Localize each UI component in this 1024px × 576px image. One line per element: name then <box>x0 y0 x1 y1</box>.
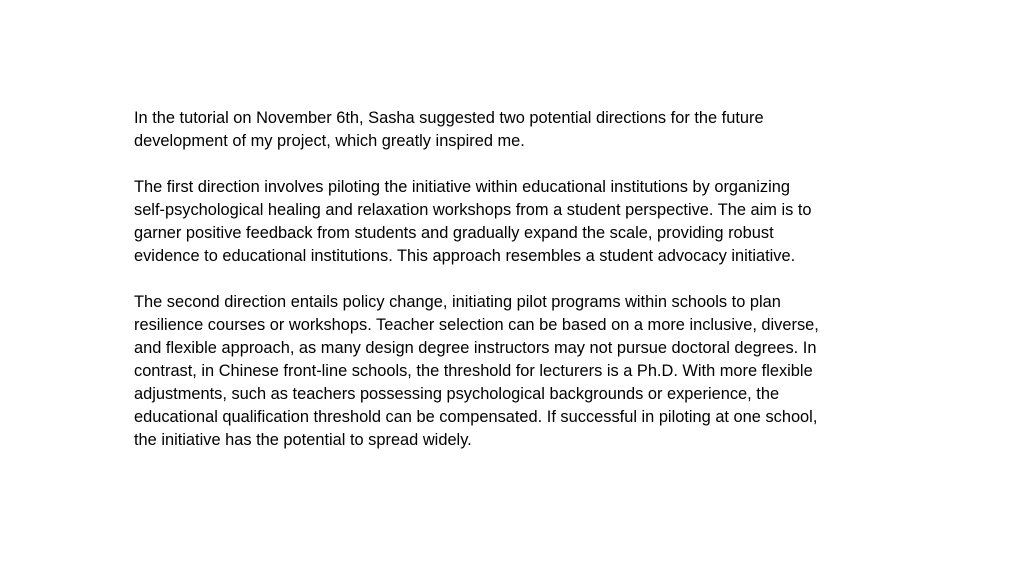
text-line: development of my project, which greatly inspired me. <box>134 132 525 150</box>
text-line: contrast, in Chinese front-line schools, the threshold for lecturers is a Ph.D. With more flexible <box>134 362 813 380</box>
paragraph-first-direction <box>134 176 954 268</box>
text-line: In the tutorial on November 6th, Sasha suggested two potential directions for the future <box>134 109 764 127</box>
text-line: garner positive feedback from students and gradually expand the scale, providing robust <box>134 224 774 242</box>
text-line: and flexible approach, as many design degree instructors may not pursue doctoral degrees. In <box>134 339 817 357</box>
text-line: adjustments, such as teachers possessing psychological backgrounds or experience, the <box>134 385 780 403</box>
text-line: resilience courses or workshops. Teacher selection can be based on a more inclusive, diverse, <box>134 316 819 334</box>
text-line: educational qualification threshold can be compensated. If successful in piloting at one school, <box>134 408 818 426</box>
text-line: the initiative has the potential to spread widely. <box>134 431 472 449</box>
paragraph-intro <box>134 107 954 153</box>
text-line: self-psychological healing and relaxation workshops from a student perspective. The aim is to <box>134 201 812 219</box>
body-text <box>134 107 954 475</box>
text-line: The first direction involves piloting the initiative within educational institutions by organizing <box>134 178 790 196</box>
text-line: evidence to educational institutions. This approach resembles a student advocacy initiative. <box>134 247 796 265</box>
paragraph-second-direction <box>134 291 954 452</box>
text-line: The second direction entails policy change, initiating pilot programs within schools to plan <box>134 293 781 311</box>
